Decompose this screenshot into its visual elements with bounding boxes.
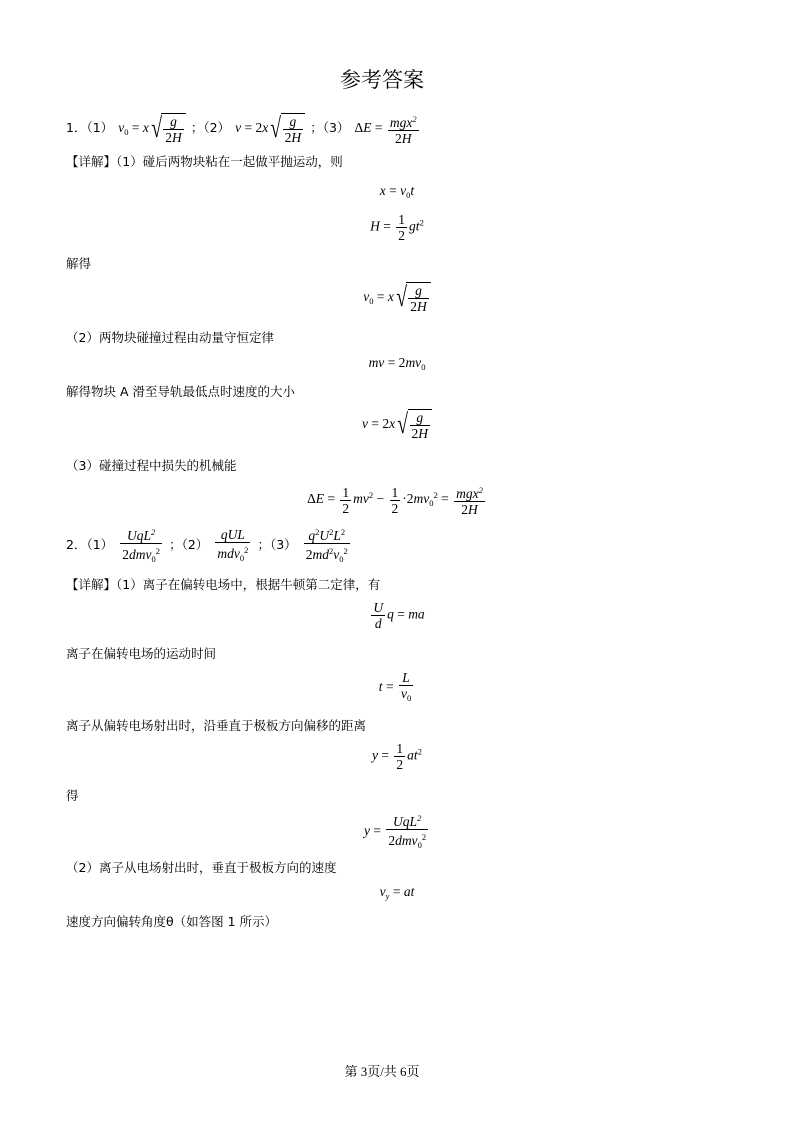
q2-detail — [66, 575, 380, 593]
page-footer: 第 3页/共 6页 — [344, 1064, 420, 1079]
q2-detail-label: 【详解】 — [66, 577, 117, 592]
eq-vy: $v_y$ = at — [379, 884, 415, 901]
q2-answer-line — [66, 525, 352, 567]
q2-get: 得 — [66, 788, 79, 803]
q2-part2: （2）离子从电场射出时，垂直于极板方向的速度 — [66, 860, 337, 875]
eq-x-v0t: $x = v_0t$ — [379, 183, 415, 200]
eq-H: H = $\frac{1}{2}$ $gt^2$ — [370, 212, 424, 243]
eq-t: t = $\frac{L}{v_0}$ — [378, 670, 412, 703]
eq-newton: $\frac{U}{d}$ q = ma — [373, 600, 425, 631]
q2-answer-3: $\frac{q^2U^2L^2}{2md^2v_0^2}$ — [305, 527, 348, 564]
q1-detail-label: 【详解】 — [66, 154, 117, 169]
q1-sep-2: ；（2） — [190, 120, 231, 136]
q1-sep-3: ；（3） — [310, 120, 350, 136]
eq-v: v = 2x√ $\frac{g}{2H}$ — [0, 409, 794, 441]
eq-y-result: y = $\frac{UqL^2}{2dmv_0^2}$ — [363, 813, 427, 850]
q2-offset: 离子从偏转电场射出时，沿垂直于极板方向偏移的距离 — [66, 718, 367, 733]
q1-solve: 解得 — [66, 256, 92, 271]
q2-label: 2．（1） — [66, 537, 114, 553]
q1-answer-3: ΔE = $\frac{mgx^2}{2H}$ — [354, 114, 417, 146]
q2-answer-1: $\frac{UqL^2}{2dmv_0^2}$ — [122, 527, 160, 564]
q1-detail — [66, 152, 343, 170]
page-title: 参考答案 — [340, 68, 424, 92]
q1-solve2: 解得物块 A 滑至导轨最低点时速度的大小 — [66, 384, 295, 399]
q1-part2: （2）两物块碰撞过程由动量守恒定律 — [66, 330, 274, 345]
eq-deltaE: ΔE = $\frac{1}{2}$ $mv^2$ − $\frac{1}{2}$ $\cdot 2mv_0^2$ = $\frac{mgx^2}{2H}$ — [307, 484, 483, 517]
q1-detail-text: （1）碰后两物块粘在一起做平抛运动，则 — [116, 154, 343, 169]
q2-angle: 速度方向偏转角度θ（如答图 1 所示） — [66, 914, 278, 929]
q1-answer-1: $v_0 = x√$ $\frac{g}{2H}$ — [118, 120, 186, 135]
q2-time: 离子在偏转电场的运动时间 — [66, 646, 217, 661]
q1-label: 1．（1） — [66, 120, 114, 136]
q1-answer-2: v = 2x√ $\frac{g}{2H}$ — [235, 120, 305, 135]
eq-v0: $v_0 = x√$ $\frac{g}{2H}$ — [0, 282, 794, 314]
q1-part3: （3）碰撞过程中损失的机械能 — [66, 458, 237, 473]
eq-momentum: mv = $2mv_0$ — [368, 355, 426, 372]
eq-y: y = $\frac{1}{2}$ $at^2$ — [372, 741, 422, 772]
q2-sep-3: ；（3） — [257, 537, 297, 553]
q2-detail-text: （1）离子在偏转电场中，根据牛顿第二定律，有 — [116, 577, 381, 592]
q2-sep-2: ；（2） — [169, 537, 209, 553]
q2-answer-2: $\frac{\text{qUL}}{mdv_0^2}$ — [217, 526, 249, 563]
q1-answer-line — [66, 112, 421, 146]
